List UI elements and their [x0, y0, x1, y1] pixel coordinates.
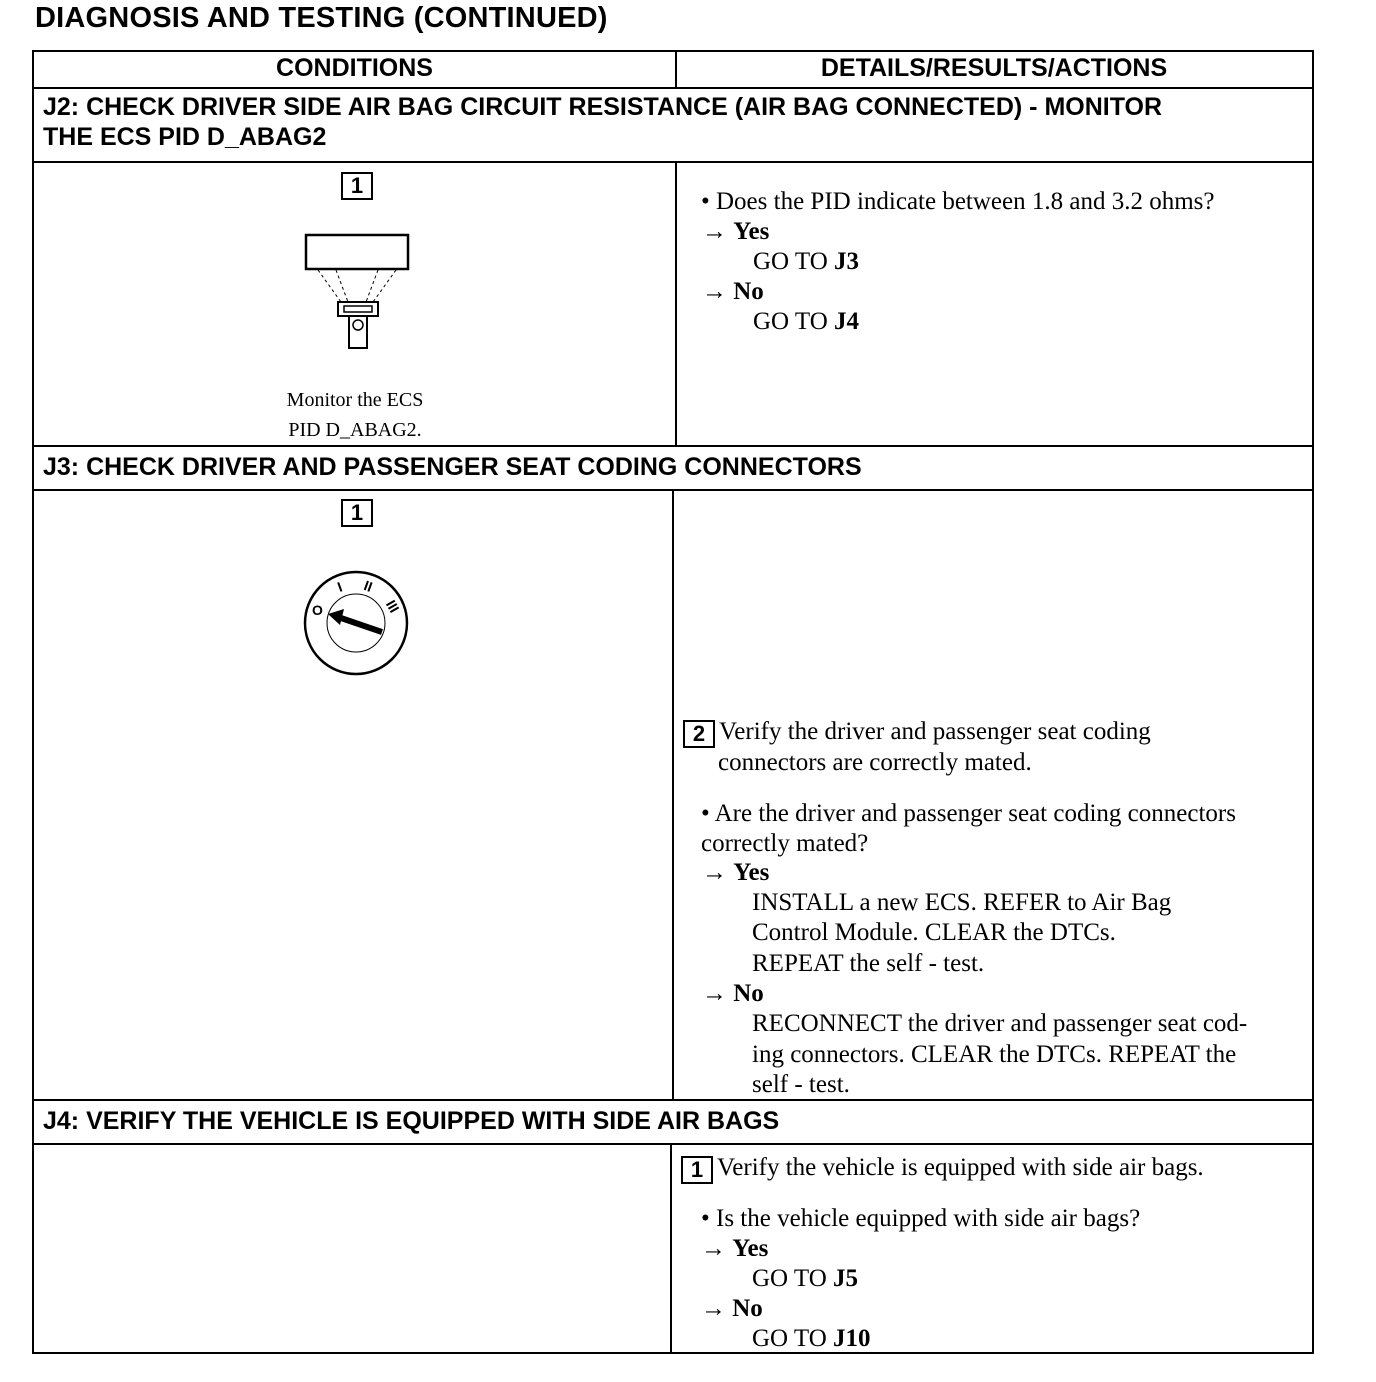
- row-divider: [34, 1099, 1312, 1101]
- conditions-column-header: CONDITIONS: [276, 54, 433, 82]
- j4-step1: [681, 1153, 1204, 1184]
- j2-no-target: J4: [834, 308, 860, 335]
- j4-question: • Is the vehicle equipped with side air bags?: [701, 1205, 1141, 1232]
- j3-yes-line2: Control Module. CLEAR the DTCs.: [752, 919, 1116, 946]
- j4-heading: J4: VERIFY THE VEHICLE IS EQUIPPED WITH SIDE AIR BAGS: [43, 1107, 780, 1135]
- column-divider: [670, 1145, 672, 1353]
- j4-no-label: No: [732, 1295, 763, 1322]
- j3-no-label: No: [733, 980, 764, 1007]
- j3-yes-branch: [702, 858, 769, 888]
- j3-yes-line3: REPEAT the self - test.: [752, 950, 985, 977]
- row-divider: [34, 161, 1312, 163]
- j4-yes-goto: GO TO: [752, 1265, 827, 1292]
- ignition-position-3: III: [382, 597, 403, 616]
- j2-caption-line1: Monitor the ECS: [286, 389, 424, 411]
- j3-step2-line2: connectors are correctly mated.: [718, 749, 1032, 776]
- j2-yes-label: Yes: [733, 218, 770, 245]
- ignition-position-off: O: [312, 602, 323, 618]
- arrow-icon: →: [702, 278, 727, 305]
- j4-no-action: [752, 1324, 871, 1354]
- ignition-position-2: II: [361, 577, 375, 595]
- j4-step1-box: 1: [681, 1156, 713, 1184]
- row-divider: [34, 87, 1312, 89]
- j2-yes-branch: [702, 217, 769, 247]
- j2-caption: [205, 385, 505, 445]
- j3-no-line2: ing connectors. CLEAR the DTCs. REPEAT the: [752, 1041, 1237, 1068]
- j2-caption-line2: PID D_ABAG2.: [288, 419, 422, 441]
- j3-question-line1: • Are the driver and passenger seat coding connectors: [701, 800, 1236, 827]
- j3-step2: [683, 717, 1151, 748]
- header-divider: [675, 52, 677, 87]
- j4-yes-action: [752, 1264, 858, 1294]
- details-column-header: DETAILS/RESULTS/ACTIONS: [820, 54, 1168, 82]
- j2-no-action: [753, 307, 859, 337]
- j4-yes-branch: [701, 1234, 768, 1264]
- j2-heading-line1: J2: CHECK DRIVER SIDE AIR BAG CIRCUIT RESISTANCE (AIR BAG CONNECTED) - MONITOR: [43, 93, 1163, 121]
- j3-heading: J3: CHECK DRIVER AND PASSENGER SEAT CODING CONNECTORS: [43, 453, 862, 481]
- j3-step2-line1: Verify the driver and passenger seat coding: [719, 718, 1151, 745]
- arrow-icon: →: [701, 1235, 726, 1262]
- j3-yes-label: Yes: [733, 859, 770, 886]
- j4-no-target: J10: [833, 1325, 871, 1352]
- scan-tool-icon: [296, 232, 416, 352]
- j2-step1-box: 1: [341, 172, 373, 200]
- arrow-icon: →: [701, 1295, 726, 1322]
- j4-no-goto: GO TO: [752, 1325, 827, 1352]
- j2-heading-line2: THE ECS PID D_ABAG2: [43, 123, 327, 151]
- ignition-position-1: I: [335, 578, 345, 595]
- j4-no-branch: [701, 1294, 763, 1324]
- j3-question-line2: correctly mated?: [701, 830, 869, 857]
- arrow-icon: →: [702, 980, 727, 1007]
- j3-step2-box: 2: [683, 720, 715, 748]
- ignition-switch-icon: [302, 569, 412, 679]
- row-divider: [34, 445, 1312, 447]
- j2-question: • Does the PID indicate between 1.8 and 3.2 ohms?: [701, 188, 1215, 215]
- page-title: DIAGNOSIS AND TESTING (CONTINUED): [35, 2, 608, 34]
- j3-step1-box: 1: [341, 499, 373, 527]
- j2-no-branch: [702, 277, 764, 307]
- j3-no-line1: RECONNECT the driver and passenger seat cod-: [752, 1010, 1248, 1037]
- column-divider: [672, 491, 674, 1099]
- j4-step1-text: Verify the vehicle is equipped with side air bags.: [717, 1154, 1204, 1181]
- row-divider: [34, 1143, 1312, 1145]
- arrow-icon: →: [702, 859, 727, 886]
- j4-yes-label: Yes: [732, 1235, 769, 1262]
- j3-yes-line1: INSTALL a new ECS. REFER to Air Bag: [752, 889, 1172, 916]
- arrow-icon: →: [702, 218, 727, 245]
- j2-no-label: No: [733, 278, 764, 305]
- j2-yes-goto: GO TO: [753, 248, 828, 275]
- diagnostic-table: [32, 50, 1314, 1354]
- j2-yes-target: J3: [834, 248, 860, 275]
- j3-no-line3: self - test.: [752, 1071, 850, 1098]
- j3-no-branch: [702, 979, 764, 1009]
- column-divider: [675, 163, 677, 445]
- j2-heading: [43, 92, 1162, 152]
- j2-no-goto: GO TO: [753, 308, 828, 335]
- j2-yes-action: [753, 247, 859, 277]
- j4-yes-target: J5: [833, 1265, 859, 1292]
